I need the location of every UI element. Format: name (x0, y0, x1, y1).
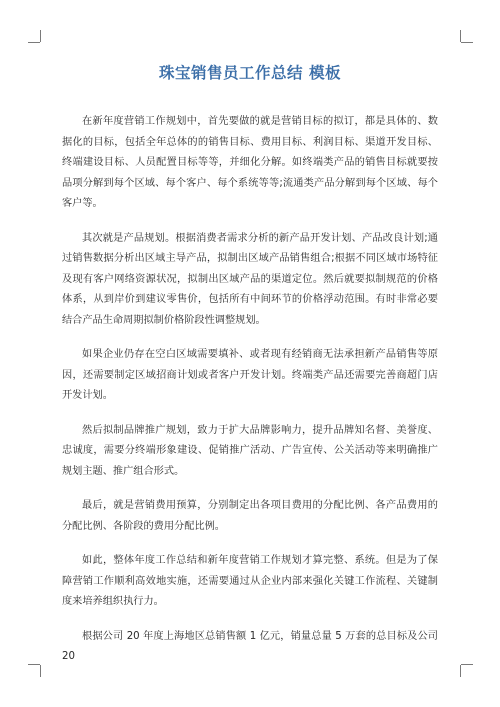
body-paragraph: 如果企业仍存在空白区域需要填补、或者现有经销商无法承担新产品销售等原因，还需要制定区域招商计划或者客户开发计划。终端类产品还需要完善商超门店开发计划。 (62, 349, 438, 401)
body-paragraph: 最后，就是营销费用预算，分别制定出各项目费用的分配比例、各产品费用的分配比例、各阶段的费用分配比例。 (62, 500, 438, 532)
document-body (62, 112, 438, 682)
body-paragraph: 在新年度营销工作规划中，首先要做的就是营销目标的拟订，都是具体的、数据化的目标，包括全年总体的的销售目标、费用目标、利润目标、渠道开发目标、终端建设目标、人员配置目标等等，并细化分解。如终端类产品的销售目标就要按品项分解到每个区域、每个客户、每个系统等等;流通类产品分解到每个区域、每个客户等。 (62, 116, 438, 209)
body-paragraph: 如此，整体年度工作总结和新年度营销工作规划才算完整、系统。但是为了保障营销工作顺利高效地实施，还需要通过从企业内部来强化关键工作流程、关键制度来培养组织执行力。 (62, 555, 438, 607)
body-paragraph: 其次就是产品规划。根据消费者需求分析的新产品开发计划、产品改良计划;通过销售数据分析出区域主导产品，拟制出区域产品销售组合;根据不同区域市场特征及现有客户网络资源状况，拟制出区域产品的渠道定位。然后就要拟制规范的价格体系，从到岸价到建议零售价，包括所有中间环节的价格浮动范围。有时非常必要结合产品生命周期拟制价格阶段性调整规划。 (62, 232, 438, 326)
body-paragraph: 根据公司 20 年度上海地区总销售额 1 亿元，销量总量 5 万套的总目标及公司 20 (62, 630, 438, 662)
document-title: 珠宝销售员工作总结 模板 (159, 64, 341, 82)
body-paragraph: 然后拟制品牌推广规划，致力于扩大品牌影响力，提升品牌知名督、美誉度、忠诚度，需要分终端形象建设、促销推广活动、广告宣传、公关活动等来明确推广规划主题、推广组合形式。 (62, 424, 438, 477)
